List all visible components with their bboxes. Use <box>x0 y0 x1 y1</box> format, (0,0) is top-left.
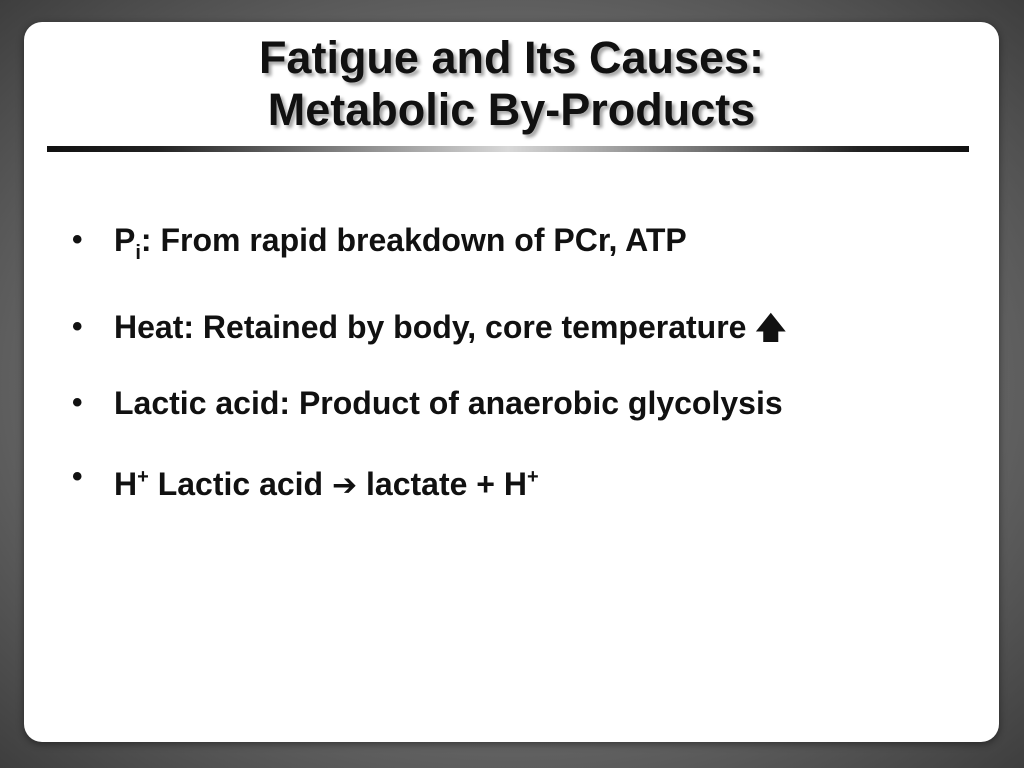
bullet-text: lactate + H <box>357 466 527 502</box>
bullet-list <box>72 220 786 540</box>
pi-subscript: i <box>135 242 141 264</box>
bullet-hydrogen <box>72 457 786 506</box>
bullet-text: Lactic acid <box>148 466 332 502</box>
bullet-pi <box>72 220 786 273</box>
bullet-text: Heat: Retained by body, core temperature <box>114 309 756 345</box>
title-line-1: Fatigue and Its Causes: <box>258 32 765 83</box>
bullet-dot: • <box>72 223 83 256</box>
bullet-dot: • <box>72 386 83 419</box>
bullet-heat <box>72 307 786 349</box>
plus-superscript: + <box>137 466 149 488</box>
title-line-2: Metabolic By-Products <box>267 84 756 135</box>
bullet-dot: • <box>72 460 83 493</box>
bullet-dot: • <box>72 310 83 343</box>
hydrogen-symbol: H <box>114 466 138 502</box>
up-arrow-icon: 🡅 <box>755 311 787 346</box>
slide <box>24 22 999 742</box>
plus-superscript: + <box>526 466 539 488</box>
bullet-text: Lactic acid: Product of anaerobic glycolysis <box>114 385 783 421</box>
title-divider <box>47 146 969 152</box>
bullet-text: : From rapid breakdown of PCr, ATP <box>140 222 687 258</box>
bullet-lactic-acid <box>72 383 786 423</box>
pi-symbol: P <box>114 222 136 258</box>
right-arrow-icon: ➔ <box>331 468 358 503</box>
slide-title <box>24 32 999 136</box>
